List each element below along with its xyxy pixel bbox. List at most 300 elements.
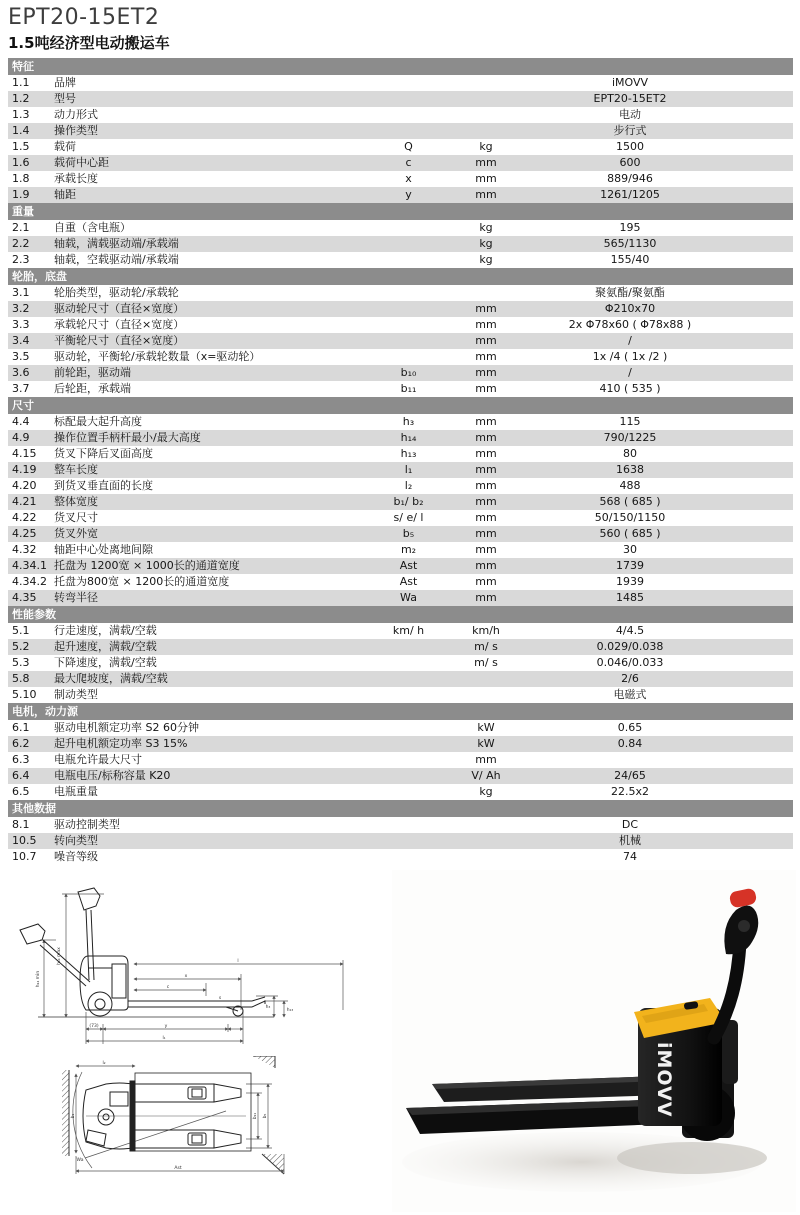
row-value: 560 ( 685 ) [599,527,661,540]
table-row [8,252,793,268]
row-symbol [366,236,451,252]
section-header: 性能参数 [8,606,793,623]
svg-text:b₁: b₁ [71,1113,76,1119]
row-unit: m/ s [474,640,498,653]
row-no: 1.1 [12,76,30,89]
row-symbol: km/ h [392,624,425,637]
row-symbol [366,784,451,800]
row-symbol: Q [404,140,413,153]
side-dimension-lines [38,894,343,1044]
row-symbol [366,317,451,333]
row-no: 2.3 [12,253,30,266]
row-unit: kg [479,785,493,798]
row-label: 货叉尺寸 [54,511,98,524]
table-row [8,639,793,655]
row-label: 整体宽度 [54,495,98,508]
row-tail [739,139,793,155]
row-tail [739,155,793,171]
row-symbol: Ast [399,559,418,572]
row-tail [739,462,793,478]
section-header: 重量 [8,203,793,220]
row-tail [739,333,793,349]
row-value: 1939 [616,575,644,588]
row-unit: mm [475,543,497,556]
row-unit: mm [475,431,497,444]
table-row [8,317,793,333]
row-unit: kg [479,221,493,234]
table-row [8,365,793,381]
row-no: 1.5 [12,140,30,153]
row-no: 4.21 [12,495,37,508]
svg-text:l₁: l₁ [162,1036,166,1041]
table-row [8,833,793,849]
row-no: 6.2 [12,737,30,750]
row-tail [739,171,793,187]
row-value: 488 [619,479,641,492]
row-tail [739,833,793,849]
row-label: 载荷 [54,140,76,153]
svg-text:(73): (73) [89,1024,99,1029]
row-value: 600 [619,156,641,169]
row-value: 0.029/0.038 [596,640,664,653]
row-unit: mm [475,479,497,492]
row-symbol [366,333,451,349]
row-label: 下降速度，满载/空载 [54,656,157,669]
row-unit: mm [475,527,497,540]
row-no: 5.2 [12,640,30,653]
row-tail [739,687,793,703]
row-value: 1x /4 ( 1x /2 ) [592,350,668,363]
row-value: 568 ( 685 ) [599,495,661,508]
row-unit: mm [475,172,497,185]
row-symbol: m₂ [400,543,417,556]
table-row [8,381,793,397]
row-symbol [366,720,451,736]
row-tail [739,510,793,526]
row-symbol [366,107,451,123]
row-unit: km/h [472,624,500,637]
row-label: 电瓶重量 [54,785,98,798]
row-symbol: h₁₄ [400,431,417,444]
product-photo [392,870,796,1212]
row-value: 74 [623,850,637,863]
row-tail [739,817,793,833]
row-symbol [366,752,451,768]
row-tail [739,349,793,365]
row-label: 驱动电机额定功率 S2 60分钟 [54,721,199,734]
row-label: 载荷中心距 [54,156,109,169]
row-label: 到货叉垂直面的长度 [54,479,153,492]
row-value: iMOVV [611,76,649,89]
row-tail [739,655,793,671]
row-no: 5.1 [12,624,30,637]
table-row [8,236,793,252]
row-symbol: b₁/ b₂ [393,495,424,508]
row-value: 0.046/0.033 [596,656,664,669]
row-symbol [366,220,451,236]
row-tail [739,849,793,865]
row-unit [451,285,521,301]
row-unit [451,91,521,107]
table-row [8,75,793,91]
row-label: 轮胎类型，驱动轮/承载轮 [54,286,179,299]
row-symbol: l₁ [404,463,413,476]
row-label: 托盘为 1200宽 × 1000长的通道宽度 [54,559,240,572]
table-row [8,333,793,349]
row-label: 承载长度 [54,172,98,185]
row-symbol [366,687,451,703]
row-no: 3.7 [12,382,30,395]
svg-text:Ast: Ast [174,1166,182,1171]
row-no: 3.6 [12,366,30,379]
row-label: 型号 [54,92,76,105]
svg-text:b₁₁: b₁₁ [253,1112,258,1120]
row-tail [739,220,793,236]
table-row [8,494,793,510]
row-label: 电瓶电压/标称容量 K20 [54,769,171,782]
row-tail [739,107,793,123]
svg-text:b₅: b₅ [263,1113,268,1119]
row-tail [739,574,793,590]
row-tail [739,75,793,91]
table-row [8,220,793,236]
row-tail [739,301,793,317]
row-label: 驱动轮，平衡轮/承载轮数量（x=驱动轮） [54,350,261,363]
row-symbol [366,671,451,687]
row-tail [739,752,793,768]
table-row [8,752,793,768]
row-value: 2/6 [621,672,639,685]
row-symbol: y [405,188,412,201]
brand-logo: iMOVV [653,1042,675,1118]
row-no: 5.8 [12,672,30,685]
row-no: 1.9 [12,188,30,201]
row-no: 1.2 [12,92,30,105]
row-value: 电动 [619,108,641,121]
row-value: 1261/1205 [600,188,660,201]
row-value: 1500 [616,140,644,153]
row-label: 最大爬坡度，满载/空载 [54,672,168,685]
table-row [8,542,793,558]
table-row [8,817,793,833]
row-value: 155/40 [610,253,650,266]
row-no: 4.15 [12,447,37,460]
row-value [521,752,739,768]
row-label: 转弯半径 [54,591,98,604]
row-symbol [366,833,451,849]
table-row [8,414,793,430]
row-unit: mm [475,318,497,331]
row-tail [739,542,793,558]
svg-text:Wa: Wa [76,1158,84,1163]
row-tail [739,494,793,510]
row-no: 3.5 [12,350,30,363]
table-row [8,478,793,494]
row-tail [739,784,793,800]
row-symbol: Wa [400,591,417,604]
row-tail [739,414,793,430]
row-label: 轴载，满载驱动端/承载端 [54,237,179,250]
table-row [8,510,793,526]
table-row [8,720,793,736]
table-row [8,526,793,542]
row-unit [451,123,521,139]
table-row [8,107,793,123]
table-row [8,349,793,365]
row-value: 889/946 [607,172,653,185]
table-row [8,768,793,784]
row-no: 10.5 [12,834,37,847]
row-unit: mm [475,463,497,476]
row-no: 2.1 [12,221,30,234]
row-unit [451,75,521,91]
row-symbol [366,736,451,752]
row-label: 托盘为800宽 × 1200长的通道宽度 [54,575,230,588]
table-row [8,623,793,639]
row-value: 1739 [616,559,644,572]
table-row [8,187,793,203]
table-row [8,301,793,317]
svg-text:s: s [218,996,222,1001]
row-tail [739,91,793,107]
row-unit [451,671,521,687]
row-tail [739,478,793,494]
row-tail [739,430,793,446]
row-unit: mm [475,575,497,588]
row-no: 4.22 [12,511,37,524]
row-unit: mm [475,188,497,201]
row-no: 3.1 [12,286,30,299]
row-symbol [366,639,451,655]
row-label: 承载轮尺寸（直径×宽度） [54,318,185,331]
row-unit: kW [477,737,495,750]
row-label: 噪音等级 [54,850,98,863]
svg-text:h₃: h₃ [265,1005,271,1010]
row-unit: mm [475,156,497,169]
row-value: 24/65 [614,769,646,782]
row-symbol [366,817,451,833]
row-label: 电瓶允许最大尺寸 [54,753,142,766]
row-tail [739,736,793,752]
row-label: 转向类型 [54,834,98,847]
row-unit: V/ Ah [471,769,501,782]
section-header: 轮胎，底盘 [8,268,793,285]
row-no: 4.32 [12,543,37,556]
row-label: 自重（含电瓶） [54,221,131,234]
table-row [8,430,793,446]
section-header: 电机，动力源 [8,703,793,720]
row-value: 50/150/1150 [594,511,666,524]
table-row [8,155,793,171]
row-symbol: c [405,156,412,169]
table-row [8,574,793,590]
row-unit: mm [475,591,497,604]
row-no: 5.3 [12,656,30,669]
spec-table [8,58,793,865]
row-value: Φ210x70 [604,302,656,315]
row-unit: kg [479,140,493,153]
row-symbol: Ast [399,575,418,588]
row-tail [739,768,793,784]
section-header: 尺寸 [8,397,793,414]
row-unit: mm [475,415,497,428]
row-unit: m/ s [474,656,498,669]
row-symbol: b₅ [402,527,415,540]
row-tail [739,671,793,687]
row-label: 轴距 [54,188,76,201]
row-no: 4.35 [12,591,37,604]
row-label: 轴距中心处离地间隙 [54,543,153,556]
row-tail [739,639,793,655]
row-symbol [366,285,451,301]
table-row [8,123,793,139]
row-tail [739,623,793,639]
row-unit: mm [475,334,497,347]
row-no: 6.5 [12,785,30,798]
row-no: 1.3 [12,108,30,121]
svg-text:h₁₃: h₁₃ [286,1008,294,1013]
row-no: 4.34.2 [12,575,47,588]
row-symbol [366,655,451,671]
svg-text:h₁₄ max: h₁₄ max [57,947,62,965]
table-row [8,784,793,800]
row-no: 2.2 [12,237,30,250]
row-unit [451,817,521,833]
row-label: 整车长度 [54,463,98,476]
row-value: 410 ( 535 ) [599,382,661,395]
row-value: 聚氨酯/聚氨酯 [595,286,665,299]
table-row [8,285,793,301]
row-unit [451,687,521,703]
table-row [8,462,793,478]
row-tail [739,285,793,301]
top-dimension-labels [70,1060,268,1171]
row-tail [739,123,793,139]
row-unit: kg [479,253,493,266]
top-view-drawing [46,1056,294,1192]
row-label: 行走速度，满载/空载 [54,624,157,637]
row-tail [739,365,793,381]
svg-text:y: y [164,1024,168,1029]
row-tail [739,317,793,333]
row-no: 6.3 [12,753,30,766]
row-value: DC [621,818,639,831]
table-row [8,671,793,687]
row-label: 货叉外宽 [54,527,98,540]
row-unit [451,107,521,123]
row-symbol [366,123,451,139]
row-no: 6.4 [12,769,30,782]
table-row [8,687,793,703]
row-tail [739,187,793,203]
row-value: 1485 [616,591,644,604]
row-symbol: l₂ [404,479,413,492]
row-tail [739,236,793,252]
row-label: 操作类型 [54,124,98,137]
row-value: 2x Φ78x60 ( Φ78x88 ) [568,318,692,331]
row-no: 6.1 [12,721,30,734]
svg-text:h₁₄ min: h₁₄ min [36,970,41,988]
row-label: 货叉下降后叉面高度 [54,447,153,460]
row-no: 5.10 [12,688,37,701]
table-row [8,446,793,462]
row-symbol: x [405,172,412,185]
row-no: 4.34.1 [12,559,47,572]
row-unit [451,833,521,849]
side-view-drawing [16,884,350,1060]
row-unit: mm [475,447,497,460]
svg-text:l: l [237,959,239,964]
row-symbol: h₃ [402,415,415,428]
row-unit: mm [475,302,497,315]
svg-text:l₂: l₂ [102,1061,106,1066]
row-value: EPT20-15ET2 [593,92,667,105]
page-title: EPT20-15ET2 [8,5,160,30]
row-tail [739,558,793,574]
row-value: 0.84 [617,737,643,750]
page-subtitle: 1.5吨经济型电动搬运车 [8,34,170,52]
row-label: 轴载，空载驱动端/承载端 [54,253,179,266]
row-value: 790/1225 [603,431,657,444]
row-value: 195 [619,221,641,234]
row-value: 30 [623,543,637,556]
row-unit: mm [475,753,497,766]
row-symbol [366,301,451,317]
row-symbol: s/ e/ l [393,511,424,524]
row-tail [739,381,793,397]
row-no: 3.3 [12,318,30,331]
row-label: 品牌 [54,76,76,89]
row-label: 起升速度，满载/空载 [54,640,157,653]
row-tail [739,252,793,268]
row-value: 80 [623,447,637,460]
row-label: 标配最大起升高度 [54,415,142,428]
row-unit: mm [475,495,497,508]
table-row [8,558,793,574]
row-unit [451,849,521,865]
row-unit: kW [477,721,495,734]
row-no: 1.4 [12,124,30,137]
row-unit: mm [475,366,497,379]
row-no: 4.4 [12,415,30,428]
row-no: 3.4 [12,334,30,347]
row-no: 10.7 [12,850,37,863]
table-row [8,655,793,671]
section-header: 特征 [8,58,793,75]
svg-text:c: c [166,985,170,990]
row-symbol [366,849,451,865]
row-value: 565/1130 [603,237,657,250]
row-unit: kg [479,237,493,250]
table-row [8,849,793,865]
table-row [8,590,793,606]
row-value: / [628,334,632,347]
row-tail [739,720,793,736]
svg-text:x: x [184,974,188,979]
row-label: 平衡轮尺寸（直径×宽度） [54,334,185,347]
row-value: 电磁式 [613,688,647,701]
row-symbol: h₁₃ [400,447,417,460]
row-unit: mm [475,350,497,363]
row-tail [739,526,793,542]
row-no: 8.1 [12,818,30,831]
row-label: 后轮距，承载端 [54,382,131,395]
row-symbol [366,91,451,107]
row-value: 115 [619,415,641,428]
row-no: 4.9 [12,431,30,444]
row-unit: mm [475,559,497,572]
row-label: 制动类型 [54,688,98,701]
